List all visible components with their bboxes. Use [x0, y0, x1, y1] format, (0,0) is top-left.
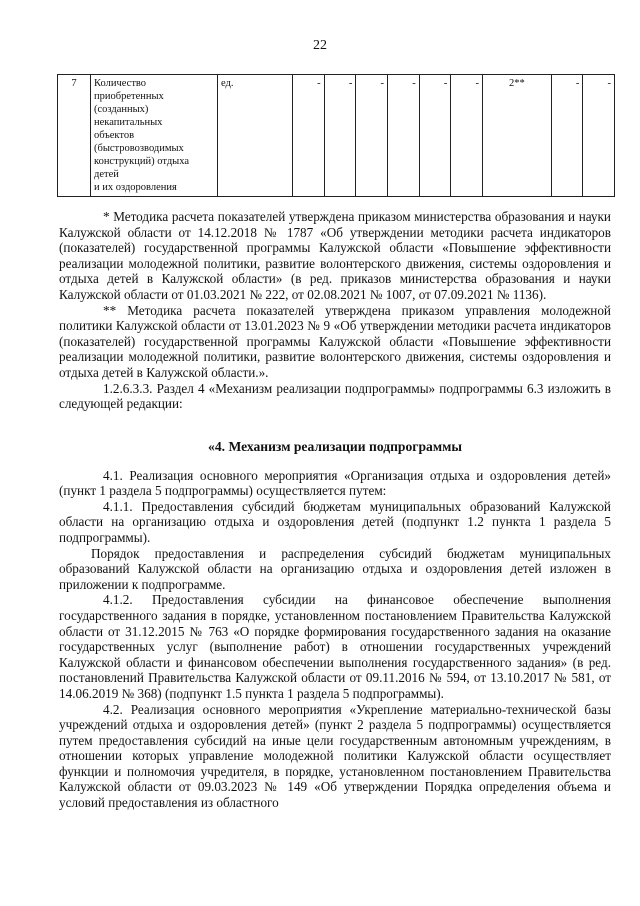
paragraph: Порядок предоставления и распределения субсидий бюджетам муниципальных образований Калужской области на организацию отдыха и оздоровления детей изложен в приложении к подпрограмме.	[59, 545, 611, 592]
footnote-1: * Методика расчета показателей утверждена приказом министерства образования и науки Калужской области от 14.12.2018 № 1787 «Об утверждении методики расчета индикаторов (показателей) государственной программы Калужской области «Повышение эффективности реализации молодежной политики, развитие волонтерского движения, системы оздоровления и отдыха детей в Калужской области» (в ред. приказов министерства образования и науки Калужской области от 01.03.2021 № 222, от 02.08.2021 № 1007, от 07.09.2021 № 1136).	[59, 209, 611, 302]
paragraph: 4.2. Реализация основного мероприятия «Укрепление материально-технической базы учреждений отдыха и оздоровления детей» (пункт 2 раздела 5 подпрограммы) осуществляется путем предоставления субсидий на иные цели государственным автономным учреждениям, в отношении которых управление молодежной политики Калужской области осуществляет функции и полномочия учредителя, в порядке, установленном постановлением Правительства Калужской области от 09.03.2023 № 149 «Об утверждении Порядка определения объема и условий предоставления из областного	[59, 701, 611, 811]
unit-cell: ед.	[218, 75, 293, 197]
name-line: объектов	[94, 130, 135, 141]
section-4	[59, 439, 611, 811]
table-row	[58, 75, 615, 197]
paragraph: 4.1. Реализация основного мероприятия «Организация отдыха и оздоровления детей» (пункт 1 раздела 5 подпрограммы) осуществляется путем:	[59, 467, 611, 499]
value-cell: -	[419, 75, 451, 197]
footnote-2: ** Методика расчета показателей утверждена приказом управления молодежной политики Калужской области от 13.01.2023 № 9 «Об утверждении методики расчета индикаторов (показателей) государственной программы Калужской области «Повышение эффективности реализации молодежной политики, развитие волонтерского движения, системы оздоровления и отдыха детей в Калужской области.».	[59, 302, 611, 380]
value-cell: -	[388, 75, 420, 197]
value-cell: -	[583, 75, 615, 197]
name-line: Количество	[94, 78, 147, 89]
row-number: 7	[58, 75, 91, 197]
name-line: приобретенных	[94, 91, 164, 102]
value-cell: -	[451, 75, 483, 197]
value-cell: -	[551, 75, 583, 197]
section-heading: «4. Механизм реализации подпрограммы	[208, 439, 462, 454]
indicator-name	[91, 75, 218, 197]
name-line: детей	[94, 169, 119, 180]
paragraph: 4.1.1. Предоставления субсидий бюджетам муниципальных образований Калужской области на организацию отдыха и оздоровления детей (подпункт 1.2 пункта 1 раздела 5 подпрограммы).	[59, 498, 611, 545]
page-number: 22	[313, 38, 327, 53]
paragraph: 4.1.2. Предоставления субсидии на финансовое обеспечение выполнения государственного задания в порядке, установленном постановлением Правительства Калужской области от 31.12.2015 № 763 «О порядке формирования государственного задания на оказание государственных услуг (выполнение работ) в отношении государственных учреждений Калужской области и финансовом обеспечении выполнения государственного задания» (в ред. постановлений Правительства Калужской области от 09.11.2016 № 594, от 13.10.2017 № 581, от 14.06.2019 № 368) (подпункт 1.5 пункта 1 раздела 5 подпрограммы).	[59, 592, 611, 701]
name-line: некапитальных	[94, 117, 163, 128]
name-line: (быстровозводимых	[94, 143, 184, 154]
name-line: и их оздоровления	[94, 182, 177, 193]
footnotes	[59, 209, 611, 412]
value-cell: -	[293, 75, 325, 197]
name-line: (созданных)	[94, 104, 149, 115]
indicator-table	[57, 74, 615, 197]
name-line: конструкций) отдыха	[94, 156, 189, 167]
value-cell: -	[324, 75, 356, 197]
amendment-paragraph: 1.2.6.3.3. Раздел 4 «Механизм реализации подпрограммы» подпрограммы 6.3 изложить в следующей редакции:	[59, 380, 611, 412]
value-cell: 2**	[483, 75, 552, 197]
value-cell: -	[356, 75, 388, 197]
